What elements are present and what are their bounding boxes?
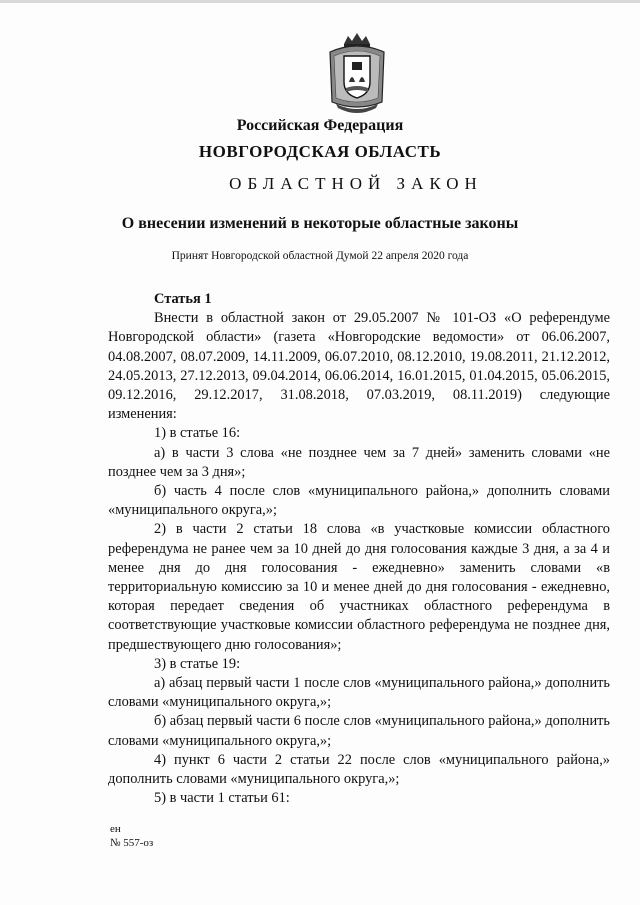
paragraph: 1) в статье 16: bbox=[154, 425, 241, 442]
paragraph: б) абзац первый части 6 после слов «муниципального района,» дополнить словами «муниципального округа,»; bbox=[108, 713, 610, 749]
coat-of-arms-emblem bbox=[322, 30, 392, 114]
article-heading: Статья 1 bbox=[154, 291, 212, 307]
adoption-note: Принят Новгородской областной Думой 22 апреля 2020 года bbox=[171, 250, 469, 262]
document-footer bbox=[110, 822, 153, 850]
article-body bbox=[108, 290, 610, 808]
paragraph: б) часть 4 после слов «муниципального района,» дополнить словами «муниципального округа,»; bbox=[108, 483, 610, 519]
scan-edge bbox=[0, 0, 640, 3]
paragraph: Внести в областной закон от 29.05.2007 № 101-ОЗ «О референдуме Новгородской области» (газета «Новгородские ведомости» от 06.06.2007, 04.08.2007, 08.07.2009, 14.11.2009, 06.07.2010, 08.12.2010, 19.08.2011, 21.12.2012, 24.05.2013, 27.12.2013, 09.04.2014, 06.06.2014, 16.01.2015, 01.04.2015, 05.06.2015, 09.12.2016, 29.12.2017, 31.08.2018, 07.03.2019, 08.11.2019) следующие изменения: bbox=[108, 310, 610, 423]
paragraph: 3) в статье 19: bbox=[154, 655, 241, 672]
paragraph: а) абзац первый части 1 после слов «муниципального района,» дополнить словами «муниципального округа,»; bbox=[108, 675, 610, 711]
paragraph: 5) в части 1 статьи 61: bbox=[154, 790, 290, 807]
document-number: № 557-оз bbox=[110, 837, 154, 849]
executor-initials: ен bbox=[110, 823, 121, 835]
law-type: ОБЛАСТНОЙ ЗАКОН bbox=[229, 174, 483, 193]
paragraph: 4) пункт 6 части 2 статьи 22 после слов «муниципального района,» дополнить словами «муниципального округа,»; bbox=[108, 751, 610, 788]
law-title: О внесении изменений в некоторые областные законы bbox=[121, 215, 519, 232]
region-name: НОВГОРОДСКАЯ ОБЛАСТЬ bbox=[198, 142, 442, 161]
paragraph: а) в части 3 слова «не позднее чем за 7 дней» заменить словами «не позднее чем за 3 дня»; bbox=[108, 444, 610, 480]
paragraph: 2) в части 2 статьи 18 слова «в участковые комиссии областного референдума не ранее чем за 10 дней до дня голосования каждые 3 дня, а за 4 и менее дня до дня голосования - ежедневно» заменить словами «в территориальную комиссию за 10 и менее дней до дня голосования - ежедневно, которая передает сведения об участниках областного референдума в соответствующие участковые комиссии областного референдума не позднее дня, предшествующего дню голосования»; bbox=[108, 521, 610, 653]
country-name: Российская Федерация bbox=[236, 117, 404, 134]
